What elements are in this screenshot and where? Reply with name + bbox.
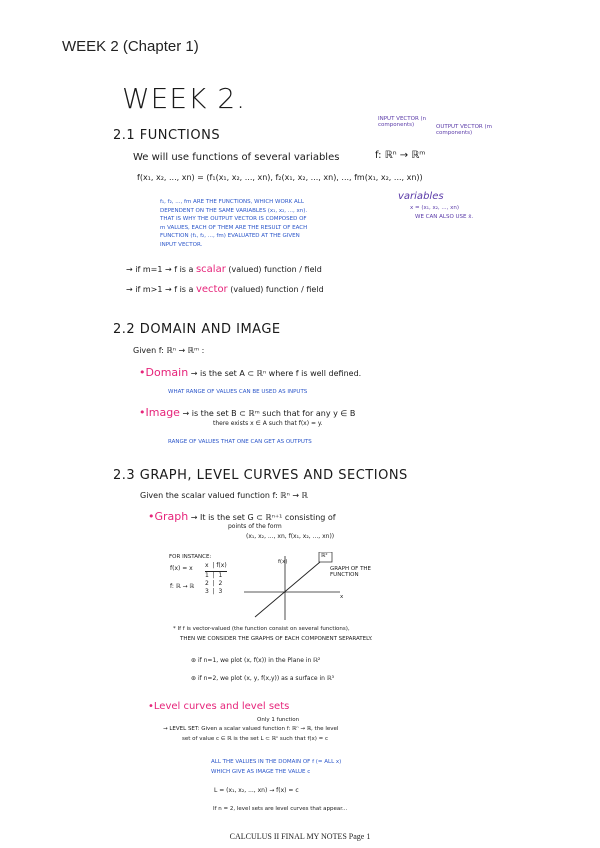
- page-header: WEEK 2 (Chapter 1): [62, 38, 199, 55]
- graph-definition-form: (x₁, x₂, ..., xn, f(x₁, x₂, ..., xn)): [246, 533, 335, 540]
- functions-intro: We will use functions of several variables: [133, 152, 340, 163]
- page-footer: CALCULUS II FINAL MY NOTES Page 1: [229, 832, 371, 841]
- vector-valued-note-2: THEN WE CONSIDER THE GRAPHS OF EACH COMPONENT SEPARATELY.: [180, 636, 373, 642]
- level-set-definition-cont: set of value c ∈ ℝ is the set L ⊂ ℝⁿ such that f(x) = c: [182, 736, 329, 742]
- example-label: FOR INSTANCE:: [169, 554, 212, 560]
- domain-word: •Domain: [139, 366, 189, 379]
- level-heading: •Level curves and level sets: [148, 701, 290, 712]
- output-vector-note: OUTPUT VECTOR (m components): [436, 124, 493, 136]
- cut-off-line: If n = 2, level sets are level curves that appear...: [213, 806, 348, 811]
- section-2-2-heading: 2.2 DOMAIN AND IMAGE: [113, 322, 281, 337]
- plot-caption: GRAPH OF THE FUNCTION: [330, 566, 372, 578]
- example-table: x | f(x) 1 | 1 2 | 2 3 | 3: [205, 562, 227, 595]
- level-set-definition: → LEVEL SET: Given a scalar valued function f: ℝⁿ → ℝ, the level: [163, 726, 339, 732]
- graph-word: •Graph: [148, 510, 189, 523]
- example-function: f(x) = x: [170, 565, 193, 572]
- plot-y-label: f(x): [278, 559, 288, 565]
- week-title: WEEK 2.: [122, 82, 247, 115]
- domain-given: Given f: ℝⁿ → ℝᵐ :: [133, 346, 205, 355]
- graph-definition: •Graph → It is the set G ⊂ ℝⁿ⁺¹ consisting of: [148, 510, 336, 523]
- vector-case: → if m>1 → f is a vector (valued) function / field: [126, 284, 324, 295]
- domain-definition: •Domain → is the set A ⊂ ℝⁿ where f is well defined.: [139, 366, 362, 379]
- level-small-note: Only 1 function: [257, 717, 300, 723]
- function-mapping: f: ℝⁿ → ℝᵐ: [375, 150, 426, 161]
- graph-plot: [240, 552, 360, 622]
- section-2-3-heading: 2.3 GRAPH, LEVEL CURVES AND SECTIONS: [113, 468, 408, 483]
- vector-valued-note-1: * If f is vector-valued (the function consist on several functions),: [173, 626, 350, 632]
- image-note: RANGE OF VALUES THAT ONE CAN GET AS OUTPUTS: [168, 439, 312, 445]
- function-definition: f(x₁, x₂, ..., xn) = (f₁(x₁, x₂, ..., xn), f₂(x₁, x₂, ..., xn), ..., fm(x₁, x₂, ..., xn)): [137, 173, 423, 182]
- variables-definition: x = (x₁, x₂, ..., xn): [410, 205, 460, 211]
- image-definition: •Image → is the set B ⊂ ℝᵐ such that for any y ∈ B: [139, 406, 356, 419]
- section-2-1-heading: 2.1 FUNCTIONS: [113, 128, 221, 143]
- image-word: •Image: [139, 406, 180, 419]
- level-formula: L = (x₁, x₂, ..., xn) → f(x) = c: [214, 787, 299, 794]
- scalar-word: scalar: [195, 264, 226, 275]
- graph-given: Given the scalar valued function f: ℝⁿ → ℝ: [140, 491, 308, 500]
- example-mapping: f: ℝ → ℝ: [170, 583, 195, 590]
- vector-word: vector: [195, 284, 228, 295]
- case-n1: ⊛ if n=1, we plot (x, f(x)) in the Plane in ℝ²: [191, 657, 321, 664]
- input-vector-note: INPUT VECTOR (n components): [378, 116, 427, 128]
- variables-note: WE CAN ALSO USE x̄.: [415, 214, 474, 220]
- level-note-2: WHICH GIVE AS IMAGE THE VALUE c: [211, 769, 311, 775]
- graph-definition-cont: points of the form: [228, 523, 282, 530]
- plot-badge: ℝ²: [321, 553, 328, 559]
- scalar-case: → if m=1 → f is a scalar (valued) function / field: [126, 264, 322, 275]
- components-note: f₁, f₂, ..., fm ARE THE FUNCTIONS, WHICH WORK ALL DEPENDENT ON THE SAME VARIABLES (x₁, x₂, ..., xn). THAT IS WHY THE OUTPUT VECTOR IS COMPOSED OF m VALUES, EACH OF THEM ARE THE RESULT OF EACH FUNCTION (f₁, f₂, ..., fm) EVALUATED AT THE GIVEN INPUT VECTOR.: [160, 199, 308, 248]
- image-definition-cont: there exists x ∈ A such that f(x) = y.: [213, 420, 323, 427]
- level-note-1: ALL THE VALUES IN THE DOMAIN OF f (= ALL x): [211, 759, 342, 765]
- variables-label: variables: [398, 191, 444, 202]
- case-n2: ⊛ if n=2, we plot (x, y, f(x,y)) as a surface in ℝ³: [191, 675, 335, 682]
- domain-note: WHAT RANGE OF VALUES CAN BE USED AS INPUTS: [168, 389, 308, 395]
- plot-x-label: x: [340, 594, 344, 600]
